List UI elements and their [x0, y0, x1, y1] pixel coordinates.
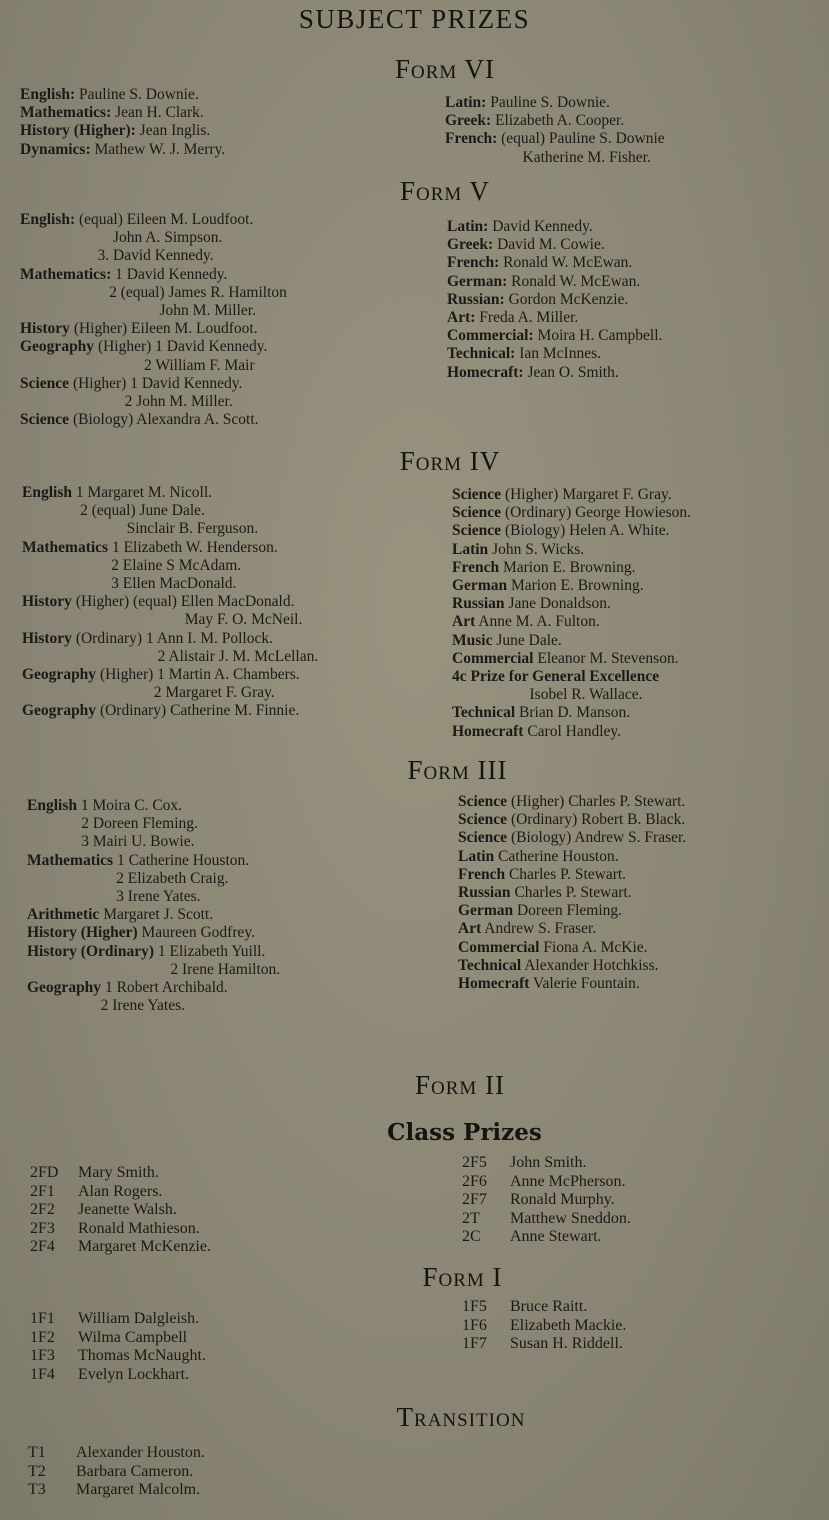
class-prize-entry [30, 1329, 206, 1348]
prize-line [458, 902, 686, 920]
class-prize-winner: Mary Smith. [78, 1164, 159, 1181]
prize-winner-text: Isobel R. Wallace. [452, 686, 643, 704]
prize-winner-text: Charles P. Stewart. [510, 884, 632, 902]
form-iii-left-list [27, 797, 280, 1015]
prize-winner-text: Maureen Godfrey. [137, 924, 255, 942]
class-prize-winner: John Smith. [510, 1154, 587, 1171]
prize-winner-text: May F. O. McNeil. [22, 611, 303, 629]
prize-winner-text: Jean H. Clark. [111, 104, 204, 122]
prize-line [458, 920, 686, 938]
form-iv-left-list [22, 484, 318, 721]
class-prize-winner: Anne Stewart. [510, 1228, 602, 1245]
prize-winner-text: 1 Elizabeth W. Henderson. [108, 538, 278, 556]
transition-heading: Transition [396, 1402, 526, 1432]
prize-subject-label: Greek: [445, 112, 492, 130]
prize-line [452, 686, 691, 704]
prize-subject-label: Latin [458, 847, 495, 865]
form-ii-right-list [462, 1154, 631, 1247]
class-prize-winner: Alan Rogers. [78, 1182, 163, 1200]
prize-subject-label: Arithmetic [27, 906, 100, 924]
form-ii-left-list [30, 1164, 211, 1257]
class-prizes-heading: Class Prizes [387, 1119, 542, 1146]
prize-line [22, 539, 318, 557]
prize-winner-text: 2 Doreen Fleming. [27, 815, 198, 833]
prize-line [458, 848, 686, 866]
prize-winner-text: (Higher) 1 David Kennedy. [69, 374, 243, 392]
prize-subject-label: Homecraft [452, 722, 524, 740]
class-code: 1F4 [30, 1365, 55, 1383]
prize-line [447, 327, 662, 345]
class-prize-entry [30, 1238, 211, 1257]
class-prize-entry [30, 1164, 211, 1183]
prize-winner-text: Moira H. Campbell. [533, 327, 663, 345]
class-prize-winner: Bruce Raitt. [510, 1298, 588, 1315]
prize-line [452, 522, 691, 540]
prize-subject-label: Science [452, 522, 502, 540]
form-vi-right-list [445, 94, 665, 167]
form-v-right-list [447, 218, 662, 382]
prize-line [452, 577, 691, 595]
form-i-right-list [462, 1298, 626, 1354]
prize-winner-text: (Higher) (equal) Ellen MacDonald. [71, 593, 295, 611]
prize-subject-label: Russian [458, 884, 511, 902]
prize-subject-label: Homecraft: [447, 363, 524, 381]
prize-subject-label: French [458, 865, 506, 883]
prize-line [447, 309, 662, 327]
class-code: 2T [462, 1209, 480, 1227]
prize-winner-text: (Higher) 1 Martin A. Chambers. [96, 666, 300, 684]
prize-subject-label: English: [20, 86, 76, 103]
prize-winner-text: David M. Cowie. [493, 236, 605, 254]
prize-subject-label: Mathematics [22, 538, 109, 556]
prize-winner-text: Pauline S. Downie. [486, 94, 610, 111]
form-i-left-list [30, 1310, 206, 1384]
class-prize-winner: Matthew Sneddon. [510, 1209, 631, 1227]
form-ii-heading: Form II [414, 1070, 506, 1100]
prize-subject-label: Geography [20, 338, 95, 356]
prize-line [458, 829, 686, 847]
prize-line [445, 130, 665, 148]
class-prize-entry [462, 1298, 626, 1317]
class-prize-entry [30, 1220, 211, 1239]
form-v-left-list [20, 211, 287, 429]
class-code: 1F2 [30, 1328, 55, 1346]
prize-subject-label: Latin: [445, 94, 487, 111]
prize-line [452, 704, 691, 722]
prize-line [20, 357, 287, 375]
prize-subject-label: Science [452, 504, 502, 522]
prize-winner-text: (Higher) 1 David Kennedy. [94, 338, 268, 356]
prize-line [447, 273, 662, 291]
prize-line [452, 486, 691, 504]
prize-winner-text: Brian D. Manson. [515, 704, 631, 722]
prize-subject-label: German [458, 902, 514, 920]
prize-winner-text: (Biology) Helen A. White. [501, 522, 670, 540]
prize-winner-text: Katherine M. Fisher. [445, 148, 651, 166]
prize-winner-text: Jean O. Smith. [523, 363, 619, 381]
prize-winner-text: Gordon McKenzie. [504, 290, 629, 308]
class-prize-winner: Susan H. Riddell. [510, 1335, 623, 1352]
prize-line [20, 266, 287, 284]
prize-winner-text: Catherine Houston. [494, 847, 619, 865]
prize-line [22, 684, 318, 702]
prize-line [27, 961, 280, 979]
prize-subject-label: Geography [22, 702, 97, 720]
prize-line [20, 104, 225, 122]
prize-subject-label: Greek: [447, 236, 494, 254]
class-prize-entry [462, 1228, 631, 1247]
prize-line [447, 345, 662, 363]
prize-subject-label: Technical [458, 956, 522, 974]
prize-subject-label: History (Higher) [27, 924, 138, 942]
prize-winner-text: June Dale. [492, 631, 562, 649]
prize-line [20, 86, 225, 104]
class-prize-winner: William Dalgleish. [78, 1310, 200, 1327]
prize-winner-text: (Higher) Margaret F. Gray. [501, 486, 672, 503]
class-code: 1F1 [30, 1310, 55, 1327]
prize-subject-label: Art [458, 920, 482, 938]
prize-subject-label: Latin: [447, 218, 489, 235]
class-code: 1F3 [30, 1347, 55, 1364]
prize-winner-text: (Higher) Charles P. Stewart. [507, 793, 686, 810]
prize-winner-text: Sinclair B. Ferguson. [22, 520, 259, 538]
prize-winner-text: 1 Margaret M. Nicoll. [71, 484, 213, 501]
form-iii-right-list [458, 793, 686, 993]
prize-winner-text: (equal) Pauline S. Downie [497, 130, 665, 148]
class-prize-entry [28, 1444, 205, 1463]
prize-line [22, 557, 318, 575]
prize-winner-text: Anne M. A. Fulton. [475, 613, 600, 631]
prize-winner-text: (Biology) Alexandra A. Scott. [69, 411, 259, 429]
prize-winner-text: 2 Irene Yates. [27, 997, 185, 1015]
prize-subject-label: Mathematics: [20, 104, 112, 122]
prize-line [20, 284, 287, 302]
class-prize-entry [30, 1183, 211, 1202]
class-code: 2FD [30, 1164, 59, 1181]
prize-winner-text: 1 Catherine Houston. [113, 851, 250, 869]
prize-winner-text: (Biology) Andrew S. Fraser. [507, 829, 687, 847]
class-prize-winner: Jeanette Walsh. [78, 1201, 177, 1218]
prize-subject-label: Music [452, 631, 493, 649]
prize-line [22, 484, 318, 502]
prize-subject-label: Latin [452, 540, 489, 558]
prize-winner-text: Carol Handley. [523, 722, 622, 740]
prize-line [458, 811, 686, 829]
prize-subject-label: Homecraft [458, 975, 530, 993]
prize-subject-label: Technical: [447, 345, 516, 363]
prize-line [22, 502, 318, 520]
prize-subject-label: Science [458, 829, 508, 847]
form-iii-heading: Form III [407, 755, 508, 785]
prize-winner-text: Ronald W. McEwan. [499, 254, 633, 272]
prize-line [452, 559, 691, 577]
prize-winner-text: 1 Elizabeth Yuill. [154, 942, 266, 960]
prize-winner-text: Valerie Fountain. [529, 975, 640, 993]
class-prize-entry [462, 1210, 631, 1229]
transition-list [28, 1444, 205, 1500]
prize-subject-label: Commercial: [447, 327, 534, 345]
prize-line [445, 94, 665, 112]
prize-subject-label: Science [458, 793, 508, 810]
prize-subject-label: History (Higher): [20, 122, 136, 140]
prize-winner-text: 3 Mairi U. Bowie. [27, 833, 195, 851]
prize-line [458, 957, 686, 975]
class-prize-winner: Anne McPherson. [510, 1172, 626, 1190]
prize-winner-text: Ronald W. McEwan. [507, 272, 641, 290]
prize-line [27, 997, 280, 1015]
prize-line [27, 906, 280, 924]
prize-winner-text: John A. Simpson. [20, 229, 223, 247]
prize-line [27, 924, 280, 942]
class-prize-winner: Barbara Cameron. [76, 1462, 194, 1480]
prize-subject-label: Science [20, 374, 70, 392]
prize-line [22, 520, 318, 538]
prize-line [22, 611, 318, 629]
prize-subject-label: English [27, 797, 77, 814]
prize-winner-text: (Higher) Eileen M. Loudfoot. [69, 320, 258, 338]
prize-winner-text: Alexander Hotchkiss. [521, 956, 659, 974]
class-code: 1F6 [462, 1316, 487, 1334]
prize-subject-label: Science [20, 411, 70, 429]
prize-winner-text: Doreen Fleming. [513, 902, 623, 920]
prize-subject-label: Art [452, 613, 476, 631]
class-code: 2F5 [462, 1154, 487, 1171]
prize-line [458, 793, 686, 811]
prize-subject-label: Russian [452, 595, 505, 613]
class-prize-winner: Ronald Murphy. [510, 1191, 615, 1208]
prize-subject-label: Commercial [458, 938, 540, 956]
prize-line [458, 884, 686, 902]
prize-line [452, 595, 691, 613]
prize-winner-text: 2 William F. Mair [20, 356, 255, 374]
prize-line [445, 149, 665, 167]
prize-subject-label: Russian: [447, 290, 505, 308]
prize-winner-text: Charles P. Stewart. [505, 865, 627, 883]
prize-line [27, 870, 280, 888]
prize-line [458, 939, 686, 957]
prize-winner-text: Jane Donaldson. [504, 595, 611, 613]
prize-subject-label: French: [447, 254, 500, 272]
class-prize-winner: Ronald Mathieson. [78, 1219, 200, 1237]
prize-line [20, 393, 287, 411]
prize-winner-text: 3. David Kennedy. [20, 247, 214, 265]
prize-winner-text: 2 Elizabeth Craig. [27, 869, 229, 887]
prize-line [20, 338, 287, 356]
prize-line [20, 302, 287, 320]
class-prize-entry [30, 1366, 206, 1385]
prize-winner-text: Andrew S. Fraser. [481, 920, 597, 938]
prize-line [447, 364, 662, 382]
form-i-heading: Form I [422, 1262, 503, 1292]
prize-line [20, 375, 287, 393]
prize-line [20, 141, 225, 159]
prize-winner-text: 2 Margaret F. Gray. [22, 684, 275, 702]
prize-subject-label: Technical [452, 704, 516, 722]
prize-line [22, 702, 318, 720]
class-prize-entry [462, 1154, 631, 1173]
prize-line [27, 979, 280, 997]
prize-winner-text: Marion E. Browning. [507, 577, 644, 595]
class-code: 2F6 [462, 1172, 487, 1190]
prize-subject-label: 4c Prize for General Excellence [452, 668, 660, 686]
prize-subject-label: Mathematics [27, 851, 114, 869]
prize-winner-text: Jean Inglis. [135, 122, 211, 140]
prize-line [20, 320, 287, 338]
class-prize-entry [462, 1317, 626, 1336]
class-prize-winner: Evelyn Lockhart. [78, 1365, 190, 1383]
prize-line [458, 975, 686, 993]
prize-winner-text: Margaret J. Scott. [99, 906, 214, 924]
prize-subject-label: Science [458, 811, 508, 829]
form-vi-heading: Form VI [394, 54, 496, 84]
class-code: 2F7 [462, 1191, 487, 1208]
class-code: 2F2 [30, 1201, 55, 1218]
prize-winner-text: 2 John M. Miller. [20, 393, 233, 411]
class-code: T2 [28, 1462, 46, 1480]
prize-winner-text: Fiona A. McKie. [539, 938, 648, 956]
prize-line [20, 122, 225, 140]
prize-line [20, 411, 287, 429]
prize-line [447, 254, 662, 272]
prize-winner-text: Marion E. Browning. [499, 558, 636, 576]
prize-winner-text: (Ordinary) George Howieson. [501, 504, 692, 522]
class-prize-entry [30, 1347, 206, 1366]
prize-line [22, 575, 318, 593]
class-code: T3 [28, 1481, 46, 1498]
prize-winner-text: 2 Elaine S McAdam. [22, 556, 242, 574]
prize-winner-text: John M. Miller. [20, 302, 256, 320]
prize-subject-label: German [452, 577, 508, 595]
prize-winner-text: 1 David Kennedy. [111, 265, 228, 283]
prize-line [27, 852, 280, 870]
class-prize-entry [28, 1481, 205, 1500]
class-prize-entry [28, 1463, 205, 1482]
prize-winner-text: John S. Wicks. [488, 540, 585, 558]
class-code: 2C [462, 1228, 481, 1245]
prize-subject-label: Science [452, 486, 502, 503]
prize-winner-text: 1 Moira C. Cox. [76, 797, 183, 814]
class-code: T1 [28, 1444, 46, 1461]
class-code: 2F4 [30, 1238, 55, 1255]
class-prize-entry [462, 1335, 626, 1354]
prize-line [27, 797, 280, 815]
prize-line [452, 632, 691, 650]
class-code: 2F3 [30, 1219, 55, 1237]
prize-winner-text: 1 Robert Archibald. [101, 979, 228, 997]
prize-subject-label: Dynamics: [20, 140, 91, 158]
prize-subject-label: German: [447, 272, 508, 290]
prize-winner-text: 3 Ellen MacDonald. [22, 575, 237, 593]
class-prize-entry [462, 1173, 631, 1192]
prize-line [22, 666, 318, 684]
prize-subject-label: French: [445, 130, 498, 148]
prize-subject-label: Commercial [452, 649, 534, 667]
prize-subject-label: Art: [447, 309, 476, 327]
prize-subject-label: Geography [27, 979, 102, 997]
class-prize-entry [462, 1191, 631, 1210]
prize-line [452, 668, 691, 686]
form-vi-left-list [20, 86, 225, 159]
form-v-heading: Form V [399, 176, 491, 206]
prize-winner-text: Freda A. Miller. [475, 309, 579, 327]
form-iv-heading: Form IV [399, 446, 501, 476]
prize-line [447, 236, 662, 254]
prize-winner-text: (Ordinary) 1 Ann I. M. Pollock. [71, 629, 273, 647]
prize-winner-text: Ian McInnes. [515, 345, 601, 363]
prize-winner-text: Elizabeth A. Cooper. [491, 112, 625, 130]
prize-line [20, 211, 287, 229]
prize-winner-text: 2 Alistair J. M. McLellan. [22, 647, 319, 665]
prize-line [452, 650, 691, 668]
prize-line [27, 815, 280, 833]
prize-winner-text: 2 (equal) James R. Hamilton [20, 283, 287, 301]
prize-line [445, 112, 665, 130]
class-prize-entry [30, 1310, 206, 1329]
class-prize-winner: Elizabeth Mackie. [510, 1316, 627, 1334]
class-code: 1F5 [462, 1298, 487, 1315]
prize-subject-label: History [22, 629, 72, 647]
class-prize-winner: Wilma Campbell [78, 1328, 188, 1346]
page-title: SUBJECT PRIZES [298, 4, 531, 34]
prize-line [27, 943, 280, 961]
prize-line [27, 833, 280, 851]
prize-subject-label: French [452, 558, 500, 576]
class-code: 1F7 [462, 1335, 487, 1352]
prize-subject-label: Geography [22, 666, 97, 684]
class-prize-entry [30, 1201, 211, 1220]
prize-winner-text: Mathew W. J. Merry. [90, 140, 226, 158]
prize-line [452, 504, 691, 522]
form-iv-right-list [452, 486, 691, 741]
prize-line [452, 723, 691, 741]
prize-line [22, 630, 318, 648]
class-code: 2F1 [30, 1182, 55, 1200]
prize-subject-label: History (Ordinary) [27, 942, 154, 960]
prize-winner-text: (Ordinary) Robert B. Black. [507, 811, 686, 829]
prize-winner-text: Eleanor M. Stevenson. [533, 649, 679, 667]
prize-winner-text: (equal) Eileen M. Loudfoot. [75, 211, 254, 228]
class-prize-winner: Thomas McNaught. [78, 1347, 206, 1364]
prize-line [452, 613, 691, 631]
prize-line [447, 291, 662, 309]
prize-winner-text: Pauline S. Downie. [75, 86, 199, 103]
prize-line [20, 247, 287, 265]
prize-winner-text: 2 (equal) June Dale. [22, 502, 205, 520]
prize-line [27, 888, 280, 906]
prize-line [22, 648, 318, 666]
prize-winner-text: 2 Irene Hamilton. [27, 960, 281, 978]
prize-subject-label: English: [20, 211, 76, 228]
prize-line [452, 541, 691, 559]
prize-line [458, 866, 686, 884]
class-prize-winner: Margaret McKenzie. [78, 1238, 211, 1255]
prize-subject-label: History [22, 593, 72, 611]
prize-winner-text: (Ordinary) Catherine M. Finnie. [96, 702, 300, 720]
class-prize-winner: Alexander Houston. [76, 1444, 205, 1461]
prize-subject-label: English [22, 484, 72, 501]
prize-line [22, 593, 318, 611]
prize-line [20, 229, 287, 247]
prize-line [447, 218, 662, 236]
class-prize-winner: Margaret Malcolm. [76, 1481, 201, 1498]
prize-subject-label: History [20, 320, 70, 338]
prize-winner-text: 3 Irene Yates. [27, 888, 201, 906]
prize-winner-text: David Kennedy. [488, 218, 593, 235]
prize-subject-label: Mathematics: [20, 265, 112, 283]
